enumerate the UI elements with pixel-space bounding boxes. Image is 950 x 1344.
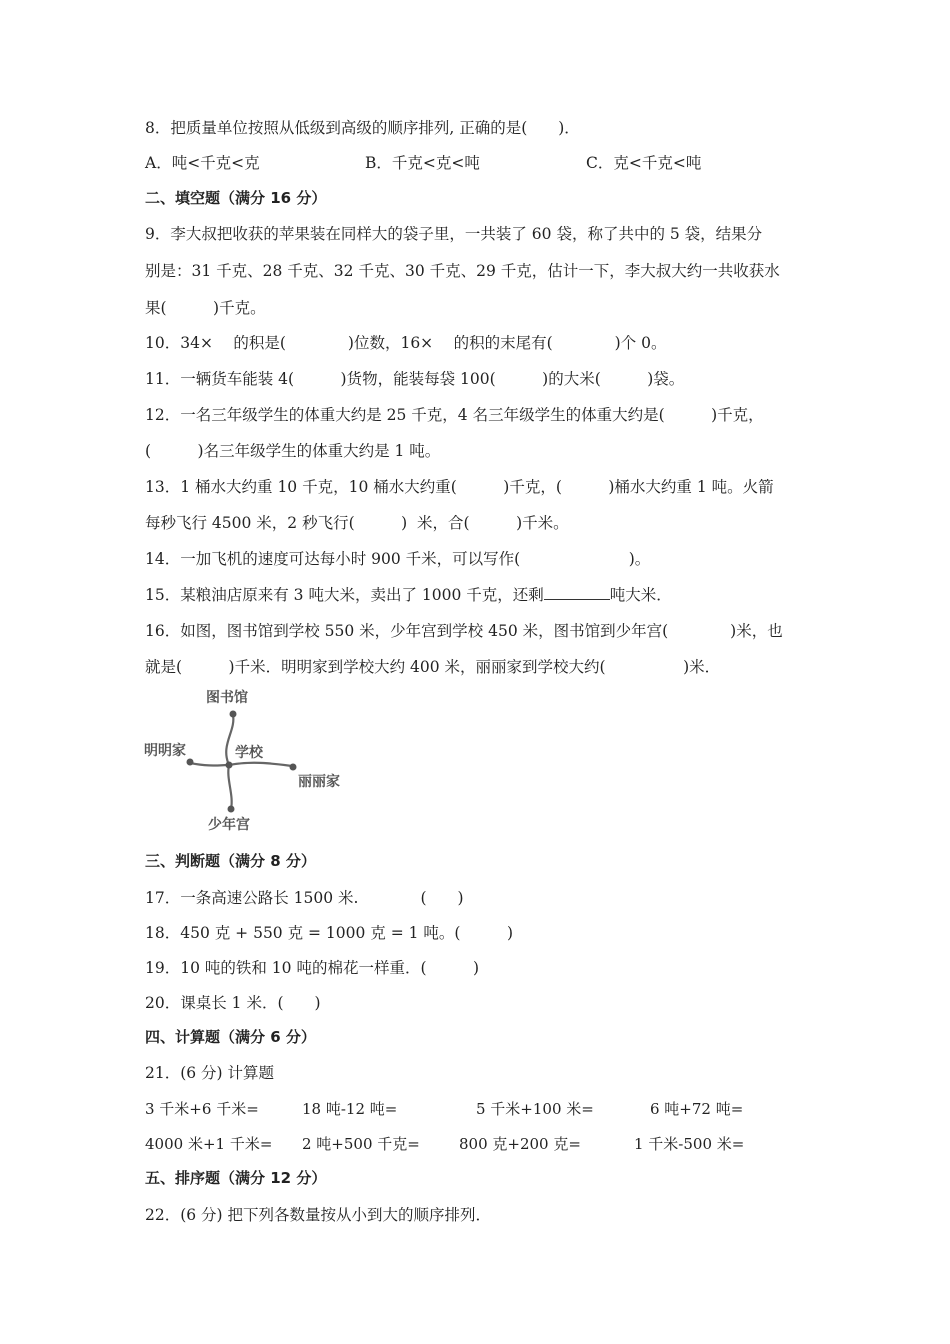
q16-line-1: 16．如图，图书馆到学校 550 米，少年宫到学校 450 米，图书馆到少年宫( )米，也 (145, 622, 783, 640)
calc-item: 6 吨+72 吨= (650, 1100, 744, 1118)
road-school-youth-palace (228, 765, 231, 809)
q9-line-3: 果( )千克。 (145, 299, 266, 317)
road-library-school (226, 715, 233, 765)
calc-item: 800 克+200 克= (459, 1135, 581, 1153)
route-map-figure (140, 683, 360, 833)
calc-item: 2 吨+500 千克= (302, 1135, 420, 1153)
q20-question: 20．课桌长 1 米．( ) (145, 994, 321, 1012)
calc-item: 18 吨-12 吨= (302, 1100, 398, 1118)
road-school-lili (229, 763, 292, 766)
q17-question: 17．一条高速公路长 1500 米. ( ) (145, 889, 464, 907)
library-point (230, 711, 237, 718)
mingming-home-label: 明明家 (144, 743, 186, 759)
road-mingming-school (190, 763, 229, 766)
q10-question: 10．34× 的积是( )位数，16× 的积的末尾有( )个 0。 (145, 334, 667, 352)
q15-text-before: 15．某粮油店原来有 3 吨大米，卖出了 1000 千克，还剩 (145, 586, 544, 604)
calc-item: 4000 米+1 千米= (145, 1135, 273, 1153)
library-label: 图书馆 (206, 690, 248, 706)
q22-question: 22．(6 分) 把下列各数量按从小到大的顺序排列． (145, 1206, 492, 1224)
q15-answer-blank (544, 585, 610, 600)
section-5-heading: 五、排序题（满分 12 分） (145, 1169, 327, 1187)
q18-question: 18．450 克 + 550 克 = 1000 克 = 1 吨。( ) (145, 924, 514, 942)
q8-option-b: B．千克<克<吨 (365, 154, 480, 172)
q21-title: 21．(6 分) 计算题 (145, 1064, 275, 1082)
q11-question: 11．一辆货车能装 4( )货物，能装每袋 100( )的大米( )袋。 (145, 370, 685, 388)
q9-line-2: 别是：31 千克、28 千克、32 千克、30 千克、29 千克，估计一下，李大叔大约一共收获水 (145, 262, 780, 280)
section-4-heading: 四、计算题（满分 6 分） (145, 1028, 316, 1046)
section-3-heading: 三、判断题（满分 8 分） (145, 852, 316, 870)
youth-palace-point (228, 806, 235, 813)
q8-option-c: C．克<千克<吨 (586, 154, 702, 172)
lili-home-point (290, 764, 297, 771)
mingming-home-point (187, 759, 194, 766)
school-point (226, 762, 233, 769)
q16-line-2: 就是( )千米．明明家到学校大约 400 米，丽丽家到学校大约( )米． (145, 658, 721, 676)
q13-line-2: 每秒飞行 4500 米，2 秒飞行( ) 米，合( )千米。 (145, 514, 569, 532)
q12-line-1: 12．一名三年级学生的体重大约是 25 千克，4 名三年级学生的体重大约是( )千克， (145, 406, 764, 424)
q14-question: 14．一加飞机的速度可达每小时 900 千米，可以写作( )。 (145, 550, 651, 568)
q15-question (145, 585, 672, 605)
school-label: 学校 (235, 745, 263, 761)
q9-line-1: 9．李大叔把收获的苹果装在同样大的袋子里，一共装了 60 袋，称了共中的 5 袋，结果分 (145, 225, 763, 243)
calc-item: 3 千米+6 千米= (145, 1100, 259, 1118)
calc-item: 1 千米-500 米= (634, 1135, 745, 1153)
lili-home-label: 丽丽家 (298, 774, 340, 790)
q8-question: 8．把质量单位按照从低级到高级的顺序排列, 正确的是( )． (145, 119, 580, 137)
section-2-heading: 二、填空题（满分 16 分） (145, 189, 327, 207)
calc-item: 5 千米+100 米= (476, 1100, 594, 1118)
q13-line-1: 13．1 桶水大约重 10 千克，10 桶水大约重( )千克，( )桶水大约重 1 吨。火箭 (145, 478, 774, 496)
q8-option-a: A．吨<千克<克 (145, 154, 260, 172)
q19-question: 19．10 吨的铁和 10 吨的棉花一样重．( ) (145, 959, 480, 977)
q12-line-2: ( )名三年级学生的体重大约是 1 吨。 (145, 442, 441, 460)
q15-text-after: 吨大米． (609, 586, 672, 604)
youth-palace-label: 少年宫 (208, 817, 250, 833)
